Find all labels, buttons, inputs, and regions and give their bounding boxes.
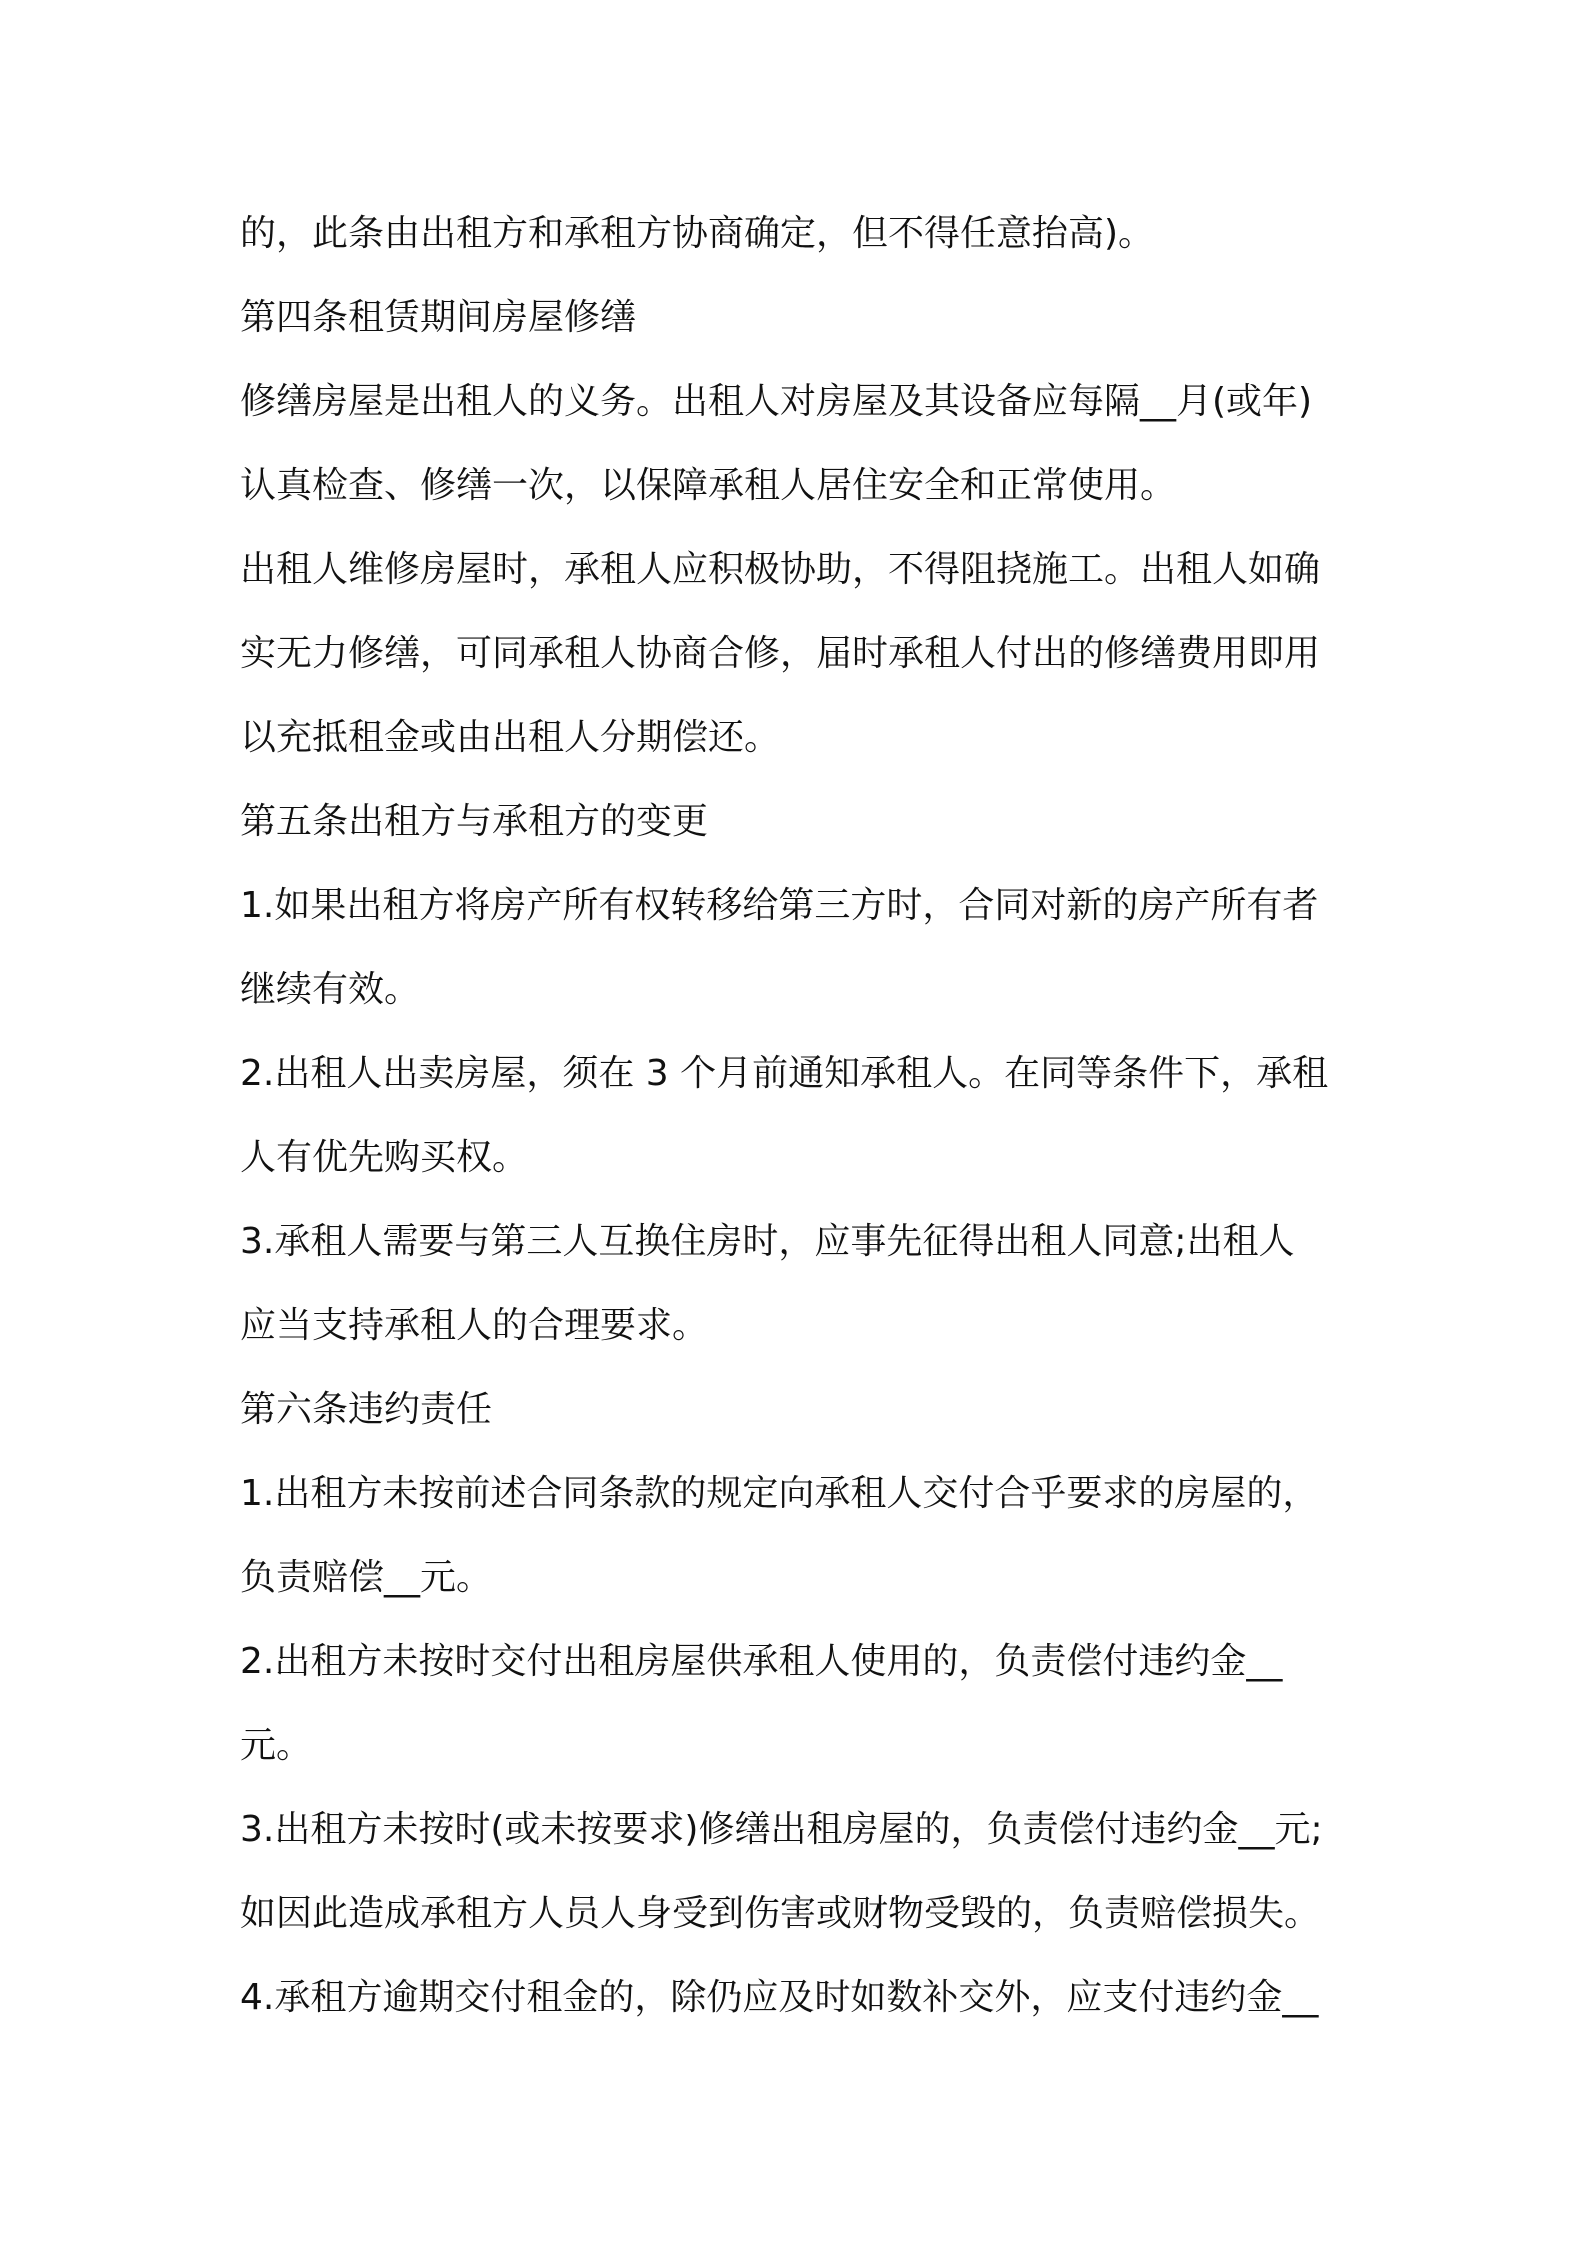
- text-line-4: 认真检查、修缮一次，以保障承租人居住安全和正常使用。: [240, 465, 1177, 506]
- text-line-21: 如因此造成承租方人员人身受到伤害或财物受毁的，负责赔偿损失。: [240, 1893, 1321, 1934]
- text-line-5: 出租人维修房屋时，承租人应积极协助，不得阻挠施工。出租人如确: [240, 549, 1321, 590]
- text-line-7: 以充抵租金或由出租人分期偿还。: [240, 717, 781, 758]
- text-line-19: 元。: [240, 1725, 313, 1766]
- section-heading-4: 第四条租赁期间房屋修缮: [240, 297, 637, 338]
- section-heading-5: 第五条出租方与承租方的变更: [240, 801, 709, 842]
- text-line-20: 3.出租方未按时(或未按要求)修缮出租房屋的，负责偿付违约金__元;: [240, 1809, 1323, 1850]
- text-line-9: 1.如果出租方将房产所有权转移给第三方时，合同对新的房产所有者: [240, 885, 1319, 926]
- contract-text: [240, 192, 1360, 2040]
- text-line-3: 修缮房屋是出租人的义务。出租人对房屋及其设备应每隔__月(或年): [240, 381, 1313, 422]
- section-heading-6: 第六条违约责任: [240, 1389, 493, 1430]
- text-line-11: 2.出租人出卖房屋，须在 3 个月前通知承租人。在同等条件下，承租: [240, 1053, 1329, 1094]
- text-line-13: 3.承租人需要与第三人互换住房时，应事先征得出租人同意;出租人: [240, 1221, 1295, 1262]
- text-line-18: 2.出租方未按时交付出租房屋供承租人使用的，负责偿付违约金__: [240, 1641, 1283, 1682]
- text-line-22: 4.承租方逾期交付租金的，除仍应及时如数补交外，应支付违约金__: [240, 1977, 1319, 2018]
- text-line-17: 负责赔偿__元。: [240, 1557, 493, 1598]
- text-line-6: 实无力修缮，可同承租人协商合修，届时承租人付出的修缮费用即用: [240, 633, 1321, 674]
- text-line-14: 应当支持承租人的合理要求。: [240, 1305, 709, 1346]
- text-line-12: 人有优先购买权。: [240, 1137, 529, 1178]
- text-line-1: 的，此条由出租方和承租方协商确定，但不得任意抬高)。: [240, 213, 1155, 254]
- text-line-16: 1.出租方未按前述合同条款的规定向承租人交付合乎要求的房屋的，: [240, 1473, 1319, 1514]
- text-line-10: 继续有效。: [240, 969, 421, 1010]
